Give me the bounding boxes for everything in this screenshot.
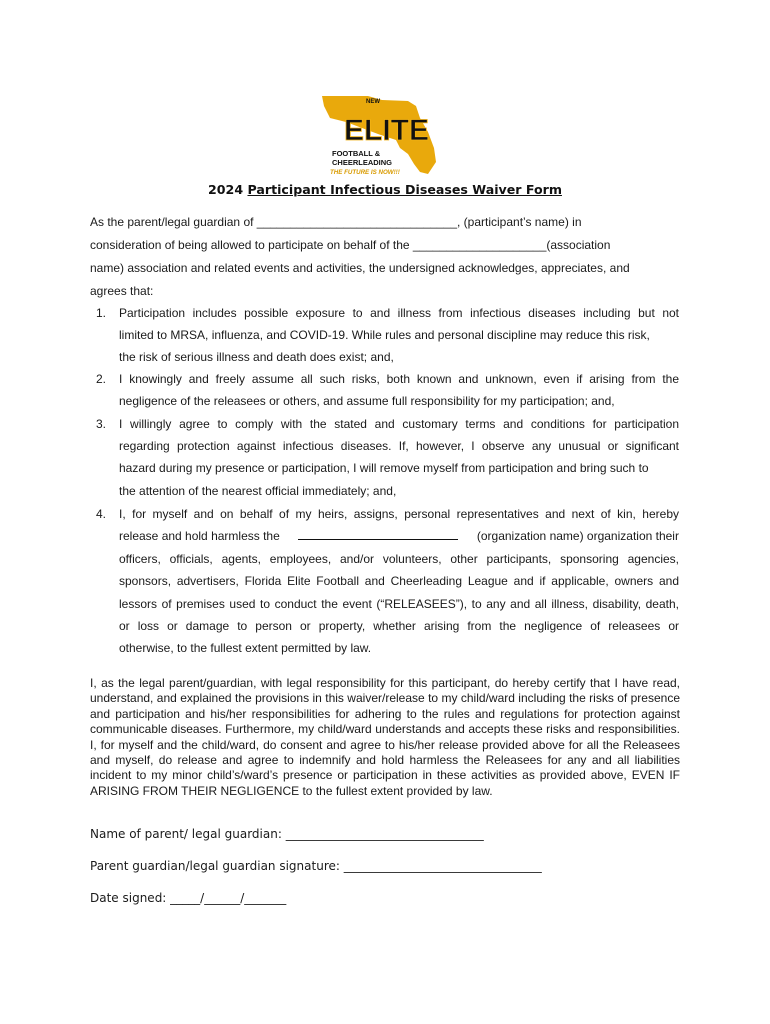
item-line: regarding protection against infectious diseases. If, however, I observe any unusual or significant: [119, 439, 679, 453]
elite-football-cheerleading-logo: [316, 92, 452, 178]
page-title: [0, 182, 770, 197]
item-number: 3.: [96, 417, 107, 431]
item-line: I willingly agree to comply with the stated and customary terms and conditions for participation: [119, 417, 679, 431]
logo-line2: CHEERLEADING: [332, 158, 393, 167]
date-signed-field[interactable]: Date signed: _____/______/_______: [90, 891, 287, 905]
release-after: (organization name) organization their: [476, 529, 679, 543]
item-line: negligence of the releasees or others, and assume full responsibility for my participation; and,: [119, 394, 615, 408]
item-line: hazard during my presence or participation, I will remove myself from participation and bring such to: [119, 461, 649, 475]
intro-line-4: agrees that:: [90, 284, 154, 298]
item-number: 1.: [96, 306, 107, 320]
intro-line-1: As the parent/legal guardian of ______________________________, (participant’s name) in: [90, 215, 582, 229]
organization-name-blank[interactable]: [298, 529, 458, 540]
release-line: [119, 529, 679, 543]
item-line: I, for myself and on behalf of my heirs, assigns, personal representatives and next of kin, hereby: [119, 507, 679, 521]
item-number: 4.: [96, 507, 107, 521]
item-line: otherwise, to the fullest extent permitted by law.: [119, 641, 372, 655]
item-line: lessors of premises used to conduct the event (“RELEASEES”), to any and all illness, disability, death,: [119, 597, 679, 611]
intro-line-2: consideration of being allowed to participate on behalf of the ____________________(association: [90, 238, 611, 252]
item-line: or loss or damage to person or property, whether arising from the negligence of releasees or: [119, 619, 679, 633]
item-line: limited to MRSA, influenza, and COVID-19. While rules and personal discipline may reduce this risk,: [119, 328, 650, 342]
logo-line1: FOOTBALL &: [332, 149, 381, 158]
logo-top-text: NEW: [366, 99, 380, 105]
parent-name-field[interactable]: Name of parent/ legal guardian: _________________________________: [90, 827, 484, 841]
item-line: Participation includes possible exposure to and illness from infectious diseases including but not: [119, 306, 679, 320]
item-number: 2.: [96, 372, 107, 386]
certification-paragraph: I, as the legal parent/guardian, with legal responsibility for this participant, do hereby certify that I have read, understand, and explained the provisions in this waiver/release to my child/ward including the risks of presence and participation and his/her responsibilities for adhering to the rules and regulations for protection against communicable diseases. Furthermore, my child/ward understands and accepts these risks and responsibilities. I, for myself and the child/ward, do consent and agree to his/her release provided above for all the Releasees and myself, do release and agree to indemnify and hold harmless the Releasees for any and all liabilities incident to my minor child’s/ward’s presence or participation in these activities as provided above, EVEN IF ARISING FROM THEIR NEGLIGENCE to the fullest extent provided by law.: [90, 676, 680, 798]
logo-brand: ELITE: [344, 114, 430, 147]
item-line: the attention of the nearest official immediately; and,: [119, 484, 397, 498]
title-text: Participant Infectious Diseases Waiver Form: [247, 182, 562, 197]
signature-field[interactable]: Parent guardian/legal guardian signature: _________________________________: [90, 859, 542, 873]
title-year: 2024: [208, 182, 244, 197]
logo-tagline: THE FUTURE IS NOW!!!: [330, 169, 400, 176]
item-line: I knowingly and freely assume all such risks, both known and unknown, even if arising from the: [119, 372, 679, 386]
item-line: officers, officials, agents, employees, and/or volunteers, other participants, sponsoring agencies,: [119, 552, 679, 566]
item-line: the risk of serious illness and death does exist; and,: [119, 350, 394, 364]
item-line: sponsors, advertisers, Florida Elite Football and Cheerleading League and if applicable, owners and: [119, 574, 679, 588]
intro-line-3: name) association and related events and activities, the undersigned acknowledges, appreciates, and: [90, 261, 630, 275]
release-before: release and hold harmless the: [119, 529, 280, 543]
